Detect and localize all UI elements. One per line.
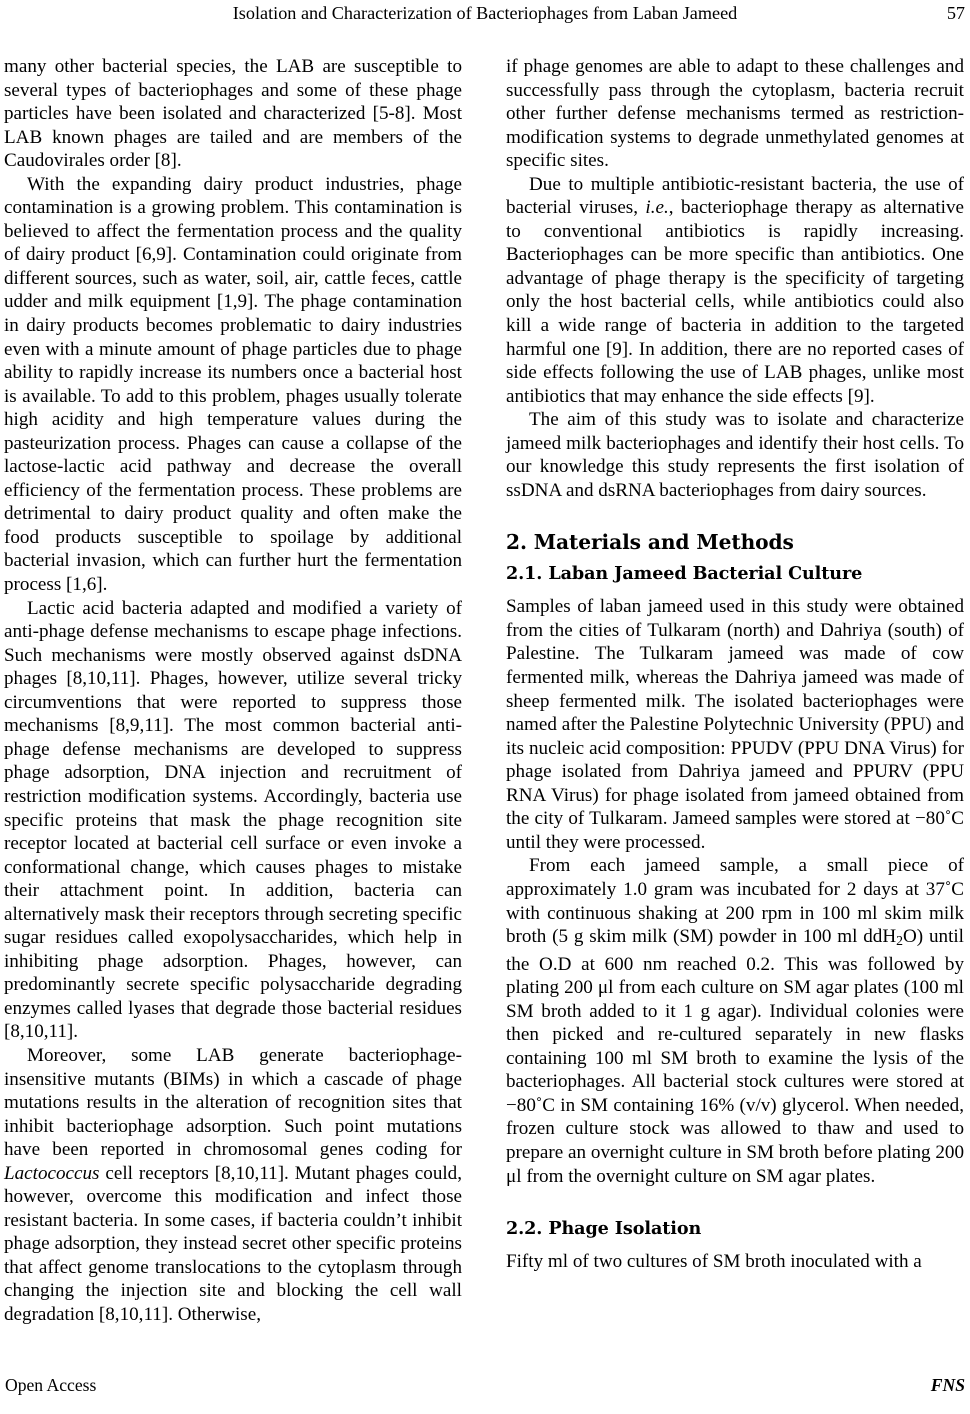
- paragraph-segment: cell receptors [8,10,11]. Mutant phages could, however, overcome this modification and infect those resistant bacteria. In some cases, if bacteria couldn’t inhibit phage adsorption, they instead secret other specific proteins that affect genome translocations to the cytoplasm through changing the injection site and blocking the cell wall degradation [8,10,11]. Otherwise,: [4, 1162, 462, 1325]
- journal-abbreviation-label: FNS: [930, 1375, 965, 1395]
- paragraph-segment: From each jameed sample, a small piece of approximately 1.0 gram was incubated for 2 days at 37˚C with continuous shaking at 200 rpm in 100 ml skim milk broth (5 g skim milk (SM) powder in 100 ml ddH: [506, 855, 964, 948]
- open-access-label: Open Access: [5, 1375, 97, 1395]
- paragraph-segment: Moreover, some LAB generate bacteriophage-insensitive mutants (BIMs) in which a cascade of phage mutations results in the alteration of recognition sites that inhibit bacteriophage adsorption. Such point mutations have been reported in chromosomal genes coding for: [4, 1044, 462, 1161]
- subsection-heading-laban-jameed-bacterial-culture: 2.1. Laban Jameed Bacterial Culture: [506, 563, 863, 585]
- paragraph: Fifty ml of two cultures of SM broth inoculated with a: [506, 1251, 922, 1273]
- subsection-heading-phage-isolation: 2.2. Phage Isolation: [506, 1218, 702, 1240]
- paragraph-segment: Due to multiple antibiotic-resistant bacteria, the use of bacterial viruses,: [506, 173, 964, 219]
- paragraph: With the expanding dairy product industries, phage contamination is a growing problem. This contamination is believed to affect the fermentation process and the quality of dairy product [6,9]. Contamination could originate from different sources, such as water, soil, air, cattle feces, cattle udder and milk equipment [1,9]. The phage contamination in dairy products becomes problematic to dairy industries even with a minute amount of phage particles due to phage ability to rapidly increase its numbers once a bacterial host is available. To add to this problem, phages usually tolerate high acidity and high temperature values during the pasteurization process. Phages can cause a collapse of the lactose-lactic acid pathway and decrease the overall efficiency of the fermentation process. These problems are detrimental to dairy product quality and often make the food products susceptible to spoilage by additional bacterial invasion, which can further hurt the fermentation process [1,6].: [4, 173, 462, 596]
- section-heading-materials-and-methods: 2. Materials and Methods: [506, 530, 794, 555]
- running-head: [0, 0, 970, 30]
- paragraph: Lactic acid bacteria adapted and modified a variety of anti-phage defense mechanisms to escape phage infections. Such mechanisms were mostly observed against dsDNA phages [8,10,11]. Phages, however, utilize several tricky circumventions that were reported to suppress those mechanisms [8,9,11]. The most common bacterial anti-phage defense mechanisms are developed to suppress phage adsorption, DNA injection and recruitment of restriction modification systems. Accordingly, bacteria use specific proteins that mask the phage recognition site receptor located at bacterial cell surface or even invoke a conformational change, which causes phages to mistake their attachment point. In addition, bacteria can alternatively mask their receptors through secreting specific sugar residues called exopolysaccharides, which help in inhibiting phage adsorption. Phages, however, can predominantly secrete specific polysaccharide degrading enzymes called lyases that degrade those bacterial residues [8,10,11].: [4, 597, 462, 1043]
- paragraph-segment: , bacteriophage therapy as alternative to conventional antibiotics is rapidly increasing. Bacteriophages can be more specific than antibiotics. One advantage of phage therapy is the specificity of targeting only the host bacterial cells, while antibiotics could also kill a wide range of bacteria in addition to the targeted harmful one [9]. In addition, there are no reported cases of side effects following the use of LAB phages, unlike most antibiotics that may enhance the side effects [9].: [506, 197, 964, 407]
- running-head-title: Isolation and Characterization of Bacteriophages from Laban Jameed: [232, 3, 738, 23]
- paragraph: if phage genomes are able to adapt to these challenges and successfully pass through the cytoplasm, bacteria recruit other further defense mechanisms termed as restriction-modification systems to degrade unmethylated genomes at specific sites.: [506, 56, 964, 172]
- spacer: [506, 554, 964, 563]
- left-column: [4, 55, 462, 1327]
- paragraph-with-subscript: [506, 854, 964, 1188]
- paragraph-with-italic: [506, 173, 964, 408]
- subscript-two: 2: [896, 933, 904, 949]
- spacer: [506, 585, 964, 595]
- paragraph: Samples of laban jameed used in this study were obtained from the cities of Tulkaram (north) and Dahriya (south) of Palestine. The Tulkaram jameed was made of cow fermented milk, whereas the Dahriya jameed was made of sheep fermented milk. The isolated bacteriophages were named after the Palestine Polytechnic University (PPU) and its nucleic acid composition: PPUDV (PPU DNA Virus) for phage isolated from Dahriya jameed and PPURV (PPU RNA Virus) for phage isolated from jameed obtained from the city of Tulkaram. Jameed samples were stored at −80˚C until they were processed.: [506, 596, 964, 853]
- body-columns: [0, 55, 970, 1345]
- spacer: [506, 1240, 964, 1250]
- paragraph: The aim of this study was to isolate and characterize jameed milk bacteriophages and identify their host cells. To our knowledge this study represents the first isolation of ssDNA and dsRNA bacteriophages from dairy sources.: [506, 409, 964, 501]
- page-footer: [0, 1374, 970, 1400]
- italic-species-name: Lactococcus: [4, 1162, 100, 1184]
- italic-abbreviation: i.e.: [645, 197, 669, 219]
- page-number: 57: [946, 3, 965, 23]
- spacer: [506, 1188, 964, 1218]
- paragraph-segment: O) until the O.D at 600 nm reached 0.2. This was followed by plating 200 μl from each culture on SM agar plates (100 ml SM broth added to it 1 g agar). Individual colonies were then picked and re-cultured separately in new flasks containing 100 ml SM broth to examine the lysis of the bacteriophages. All bacterial stock cultures were stored at −80˚C in SM containing 16% (v/v) glycerol. When needed, frozen culture stock was allowed to thaw and used to prepare an overnight culture in SM broth before plating 200 μl from the overnight culture on SM agar plates.: [506, 926, 964, 1187]
- paragraph: many other bacterial species, the LAB are susceptible to several types of bacteriophages and some of these phage particles have been isolated and characterized [5-8]. Most LAB known phages are tailed and are members of the Caudovirales order [8].: [4, 56, 462, 172]
- paragraph-with-italic: [4, 1044, 462, 1327]
- spacer: [506, 502, 964, 530]
- right-column: [506, 55, 964, 1274]
